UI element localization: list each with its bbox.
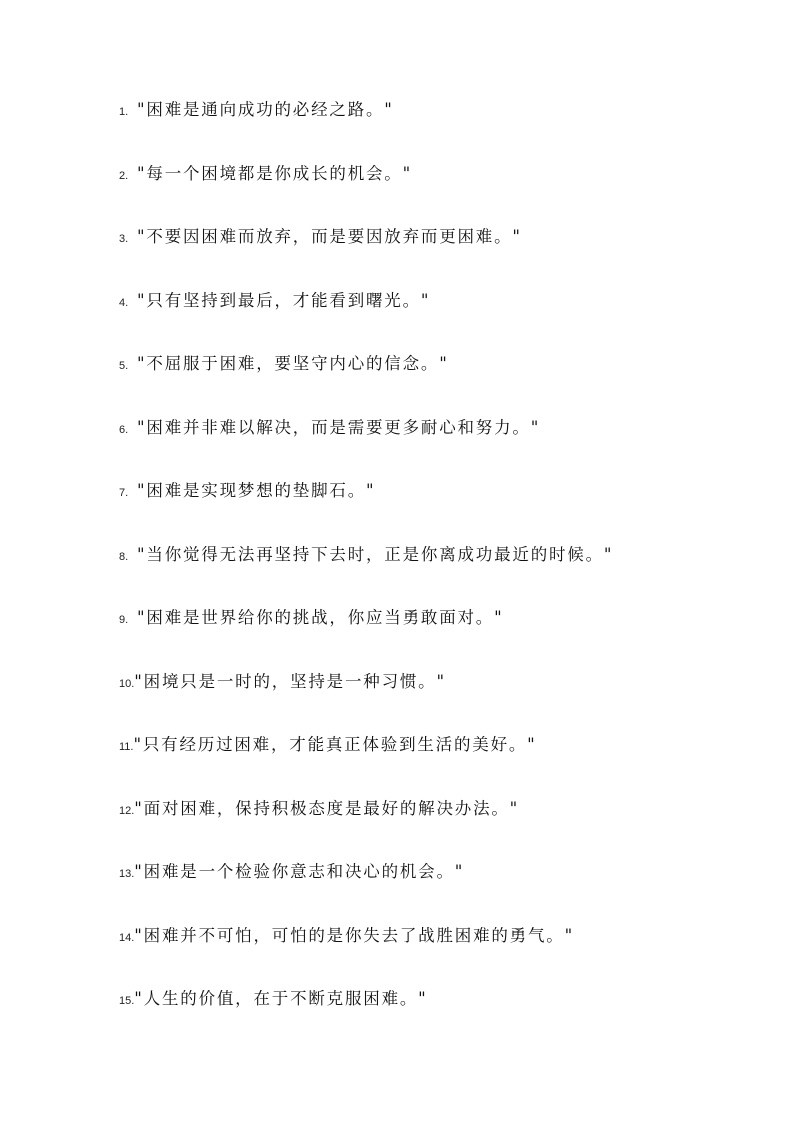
quote-text: "不要因困难而放弃，而是要因放弃而更困难。"	[137, 227, 522, 246]
item-number: 5.	[119, 360, 129, 372]
list-item	[119, 287, 759, 351]
item-number: 11.	[119, 741, 134, 753]
list-item	[119, 922, 759, 986]
item-number: 3.	[119, 233, 129, 245]
list-item	[119, 731, 759, 795]
list-item	[119, 414, 759, 478]
list-item	[119, 350, 759, 414]
item-number: 12.	[119, 804, 135, 817]
list-item	[119, 668, 759, 732]
list-item	[119, 985, 759, 1049]
quote-text: "不屈服于困难，要坚守内心的信念。"	[137, 354, 449, 373]
item-number: 8.	[119, 550, 129, 563]
item-number: 14.	[119, 931, 135, 944]
quote-text: "困难是通向成功的必经之路。"	[137, 100, 394, 119]
quote-text: "困难并不可怕，可怕的是你失去了战胜困难的勇气。"	[134, 925, 574, 945]
item-number: 4.	[119, 296, 129, 309]
item-number: 9.	[119, 614, 129, 626]
list-item	[119, 795, 759, 859]
item-number: 10.	[119, 677, 135, 690]
quote-text: "当你觉得无法再坚持下去时，正是你离成功最近的时候。"	[137, 544, 614, 564]
quote-text: "每一个困境都是你成长的机会。"	[137, 163, 412, 183]
quote-text: "面对困难，保持积极态度是最好的解决办法。"	[134, 798, 520, 818]
quote-list	[119, 96, 759, 1049]
quote-text: "只有经历过困难，才能真正体验到生活的美好。"	[133, 735, 537, 754]
quote-text: "困难是实现梦想的垫脚石。"	[137, 481, 376, 500]
list-item	[119, 96, 759, 160]
list-item	[119, 160, 759, 224]
list-item	[119, 604, 759, 668]
list-item	[119, 477, 759, 541]
item-number: 7.	[119, 487, 129, 499]
item-number: 15.	[119, 995, 135, 1007]
quote-text: "困难并非难以解决，而是需要更多耐心和努力。"	[137, 417, 541, 437]
quote-text: "困难是世界给你的挑战，你应当勇敢面对。"	[137, 608, 504, 627]
item-number: 2.	[119, 169, 129, 182]
item-number: 1.	[119, 106, 129, 118]
quote-text: "只有坚持到最后，才能看到曙光。"	[137, 290, 431, 310]
quote-text: "困难是一个检验你意志和决心的机会。"	[134, 862, 465, 881]
list-item	[119, 223, 759, 287]
item-number: 13.	[119, 868, 135, 880]
item-number: 6.	[119, 423, 129, 436]
quote-text: "困境只是一时的，坚持是一种习惯。"	[134, 671, 446, 691]
list-item	[119, 541, 759, 605]
quote-text: "人生的价值，在于不断克服困难。"	[134, 989, 428, 1008]
list-item	[119, 858, 759, 922]
